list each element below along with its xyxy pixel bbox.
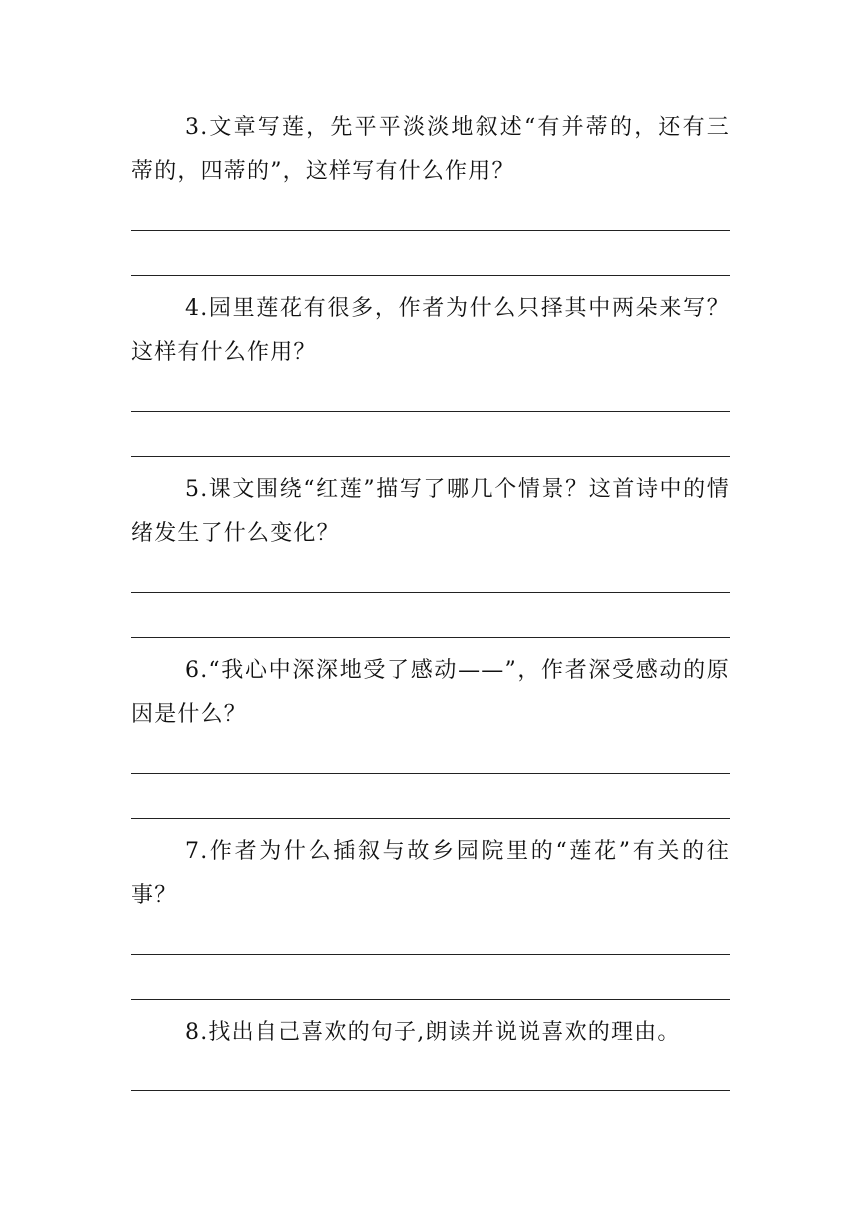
question-8-text: 8.找出自己喜欢的句子,朗读并说说喜欢的理由。 [185, 1020, 681, 1045]
answer-line-3b [131, 275, 730, 276]
question-8 [131, 1011, 730, 1055]
answer-line-4a [131, 411, 730, 412]
answer-line-7a [131, 954, 730, 955]
question-7-text: 7.作者为什么插叙与故乡园院里的“莲花”有关的往事？ [131, 839, 730, 908]
answer-line-6a [131, 773, 730, 774]
question-6-text: 6.“我心中深深地受了感动——”，作者深受感动的原因是什么？ [131, 658, 730, 727]
answer-line-5a [131, 592, 730, 593]
answer-line-7b [131, 999, 730, 1000]
question-5-text: 5.课文围绕“红莲”描写了哪几个情景？这首诗中的情绪发生了什么变化？ [131, 477, 730, 546]
question-4 [131, 287, 730, 375]
question-7 [131, 830, 730, 918]
answer-line-8a [131, 1090, 730, 1091]
question-5 [131, 468, 730, 556]
answer-line-5b [131, 637, 730, 638]
answer-line-6b [131, 818, 730, 819]
answer-line-4b [131, 456, 730, 457]
question-3 [131, 106, 730, 194]
question-3-text: 3.文章写莲，先平平淡淡地叙述“有并蒂的，还有三蒂的，四蒂的”，这样写有什么作用？ [131, 115, 730, 184]
question-6 [131, 649, 730, 737]
question-4-text: 4.园里莲花有很多，作者为什么只择其中两朵来写？这样有什么作用？ [131, 296, 730, 365]
answer-line-3a [131, 230, 730, 231]
